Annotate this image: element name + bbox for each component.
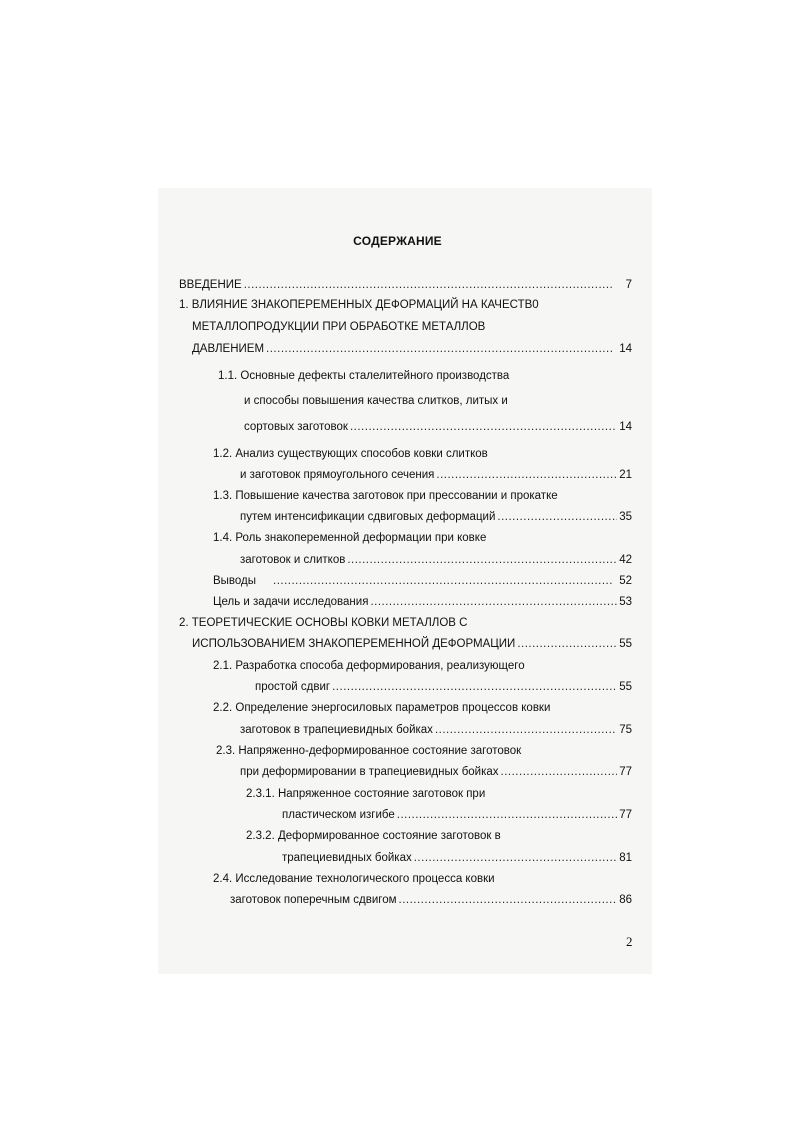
toc-entry-conclusions[interactable] [213, 574, 632, 588]
page-number: 2 [626, 934, 633, 949]
leader-dots [414, 851, 617, 865]
toc-page-number: 55 [619, 638, 632, 650]
toc-entry-title: пластическом изгибе [282, 809, 395, 821]
toc-entry-1-4[interactable] [240, 553, 632, 567]
toc-entry-title: Выводы [213, 575, 257, 587]
toc-page-number: 52 [619, 575, 632, 587]
toc-heading: СОДЕРЖАНИЕ [353, 234, 442, 248]
toc-page-number: 77 [619, 766, 632, 778]
leader-dots [517, 637, 617, 651]
toc-entry-title: ВВЕДЕНИЕ [179, 279, 242, 291]
toc-page-number: 77 [619, 809, 632, 821]
toc-entry-1-3-line-1[interactable]: 1.3. Повышение качества заготовок при прессовании и прокатке [213, 490, 558, 502]
leader-dots [244, 278, 612, 292]
toc-page-number: 86 [619, 894, 632, 906]
toc-entry-title: Цель и задачи исследования [213, 596, 369, 608]
toc-page-number: 7 [625, 279, 632, 291]
leader-dots [436, 468, 617, 482]
leader-dots [273, 574, 613, 588]
leader-dots [347, 553, 616, 567]
toc-entry-2-2[interactable] [240, 723, 632, 737]
toc-entry-chapter-1-line-1[interactable]: 1. ВЛИЯНИЕ ЗНАКОПЕРЕМЕННЫХ ДЕФОРМАЦИЙ НА КАЧЕСТВ0 [179, 299, 539, 311]
leader-dots [370, 595, 617, 609]
toc-entry-chapter-2-line-1[interactable]: 2. ТЕОРЕТИЧЕСКИЕ ОСНОВЫ КОВКИ МЕТАЛЛОВ С [179, 617, 468, 629]
toc-entry-title: трапециевидных бойках [282, 852, 412, 864]
toc-entry-1-1[interactable] [244, 420, 632, 434]
toc-entry-2-3-line-1[interactable]: 2.3. Напряженно-деформированное состояние заготовок [216, 745, 522, 757]
toc-entry-2-1-line-1[interactable]: 2.1. Разработка способа деформирования, реализующего [213, 660, 525, 672]
toc-entry-title: и заготовок прямоугольного сечения [240, 469, 435, 481]
leader-dots [350, 420, 617, 434]
toc-entry-1-1-line-1[interactable]: 1.1. Основные дефекты сталелитейного производства [218, 370, 510, 382]
toc-entry-title: простой сдвиг [255, 681, 331, 693]
toc-entry-2-1[interactable] [255, 680, 632, 694]
toc-page-number: 14 [619, 421, 632, 433]
toc-entry-2-3-1[interactable] [282, 808, 632, 822]
toc-entry-title: ИСПОЛЬЗОВАНИЕМ ЗНАКОПЕРЕМЕННОЙ ДЕФОРМАЦИИ [192, 638, 516, 650]
leader-dots [266, 342, 613, 356]
leader-dots [435, 723, 617, 737]
toc-entry-2-3-1-line-1[interactable]: 2.3.1. Напряженное состояние заготовок при [246, 788, 486, 800]
toc-page-number: 42 [619, 554, 632, 566]
toc-entry-title: сортовых заготовок [244, 421, 348, 433]
toc-entry-introduction[interactable] [179, 278, 632, 292]
toc-entry-title: заготовок поперечным сдвигом [230, 894, 397, 906]
toc-entry-title: заготовок и слитков [240, 554, 346, 566]
toc-page-number: 21 [619, 469, 632, 481]
leader-dots [332, 680, 616, 694]
toc-entry-2-2-line-1[interactable]: 2.2. Определение энергосиловых параметров процессов ковки [213, 702, 551, 714]
toc-entry-chapter-1-line-2[interactable]: МЕТАЛЛОПРОДУКЦИИ ПРИ ОБРАБОТКЕ МЕТАЛЛОВ [192, 321, 486, 333]
toc-entry-2-3[interactable] [240, 765, 632, 779]
toc-entry-2-3-2-line-1[interactable]: 2.3.2. Деформированное состояние заготовок в [246, 830, 501, 842]
toc-page-number: 53 [619, 596, 632, 608]
toc-entry-1-1-line-2[interactable]: и способы повышения качества слитков, литых и [244, 395, 508, 407]
toc-entry-1-2-line-1[interactable]: 1.2. Анализ существующих способов ковки слитков [213, 448, 488, 460]
toc-entry-chapter-1[interactable] [192, 342, 632, 356]
leader-dots [497, 510, 617, 524]
toc-entry-1-2[interactable] [240, 468, 632, 482]
toc-entry-1-3[interactable] [240, 510, 632, 524]
toc-entry-2-4-line-1[interactable]: 2.4. Исследование технологического процесса ковки [213, 873, 495, 885]
toc-entry-1-4-line-1[interactable]: 1.4. Роль знакопеременной деформации при ковке [213, 532, 487, 544]
toc-entry-2-4[interactable] [230, 893, 632, 907]
toc-entry-chapter-2[interactable] [192, 637, 632, 651]
toc-entry-title: при деформировании в трапециевидных бойках [240, 766, 499, 778]
toc-entry-goals[interactable] [213, 595, 632, 609]
toc-entry-title: путем интенсификации сдвиговых деформаций [240, 511, 496, 523]
leader-dots [397, 808, 617, 822]
leader-dots [501, 765, 618, 779]
toc-entry-2-3-2[interactable] [282, 851, 632, 865]
toc-page-number: 14 [619, 343, 632, 355]
toc-page-number: 81 [619, 852, 632, 864]
leader-dots [399, 893, 618, 907]
toc-entry-title: заготовок в трапециевидных бойках [240, 724, 433, 736]
toc-entry-title: ДАВЛЕНИЕМ [192, 343, 265, 355]
toc-page-number: 75 [619, 724, 632, 736]
toc-page-number: 55 [619, 681, 632, 693]
toc-page-number: 35 [619, 511, 632, 523]
